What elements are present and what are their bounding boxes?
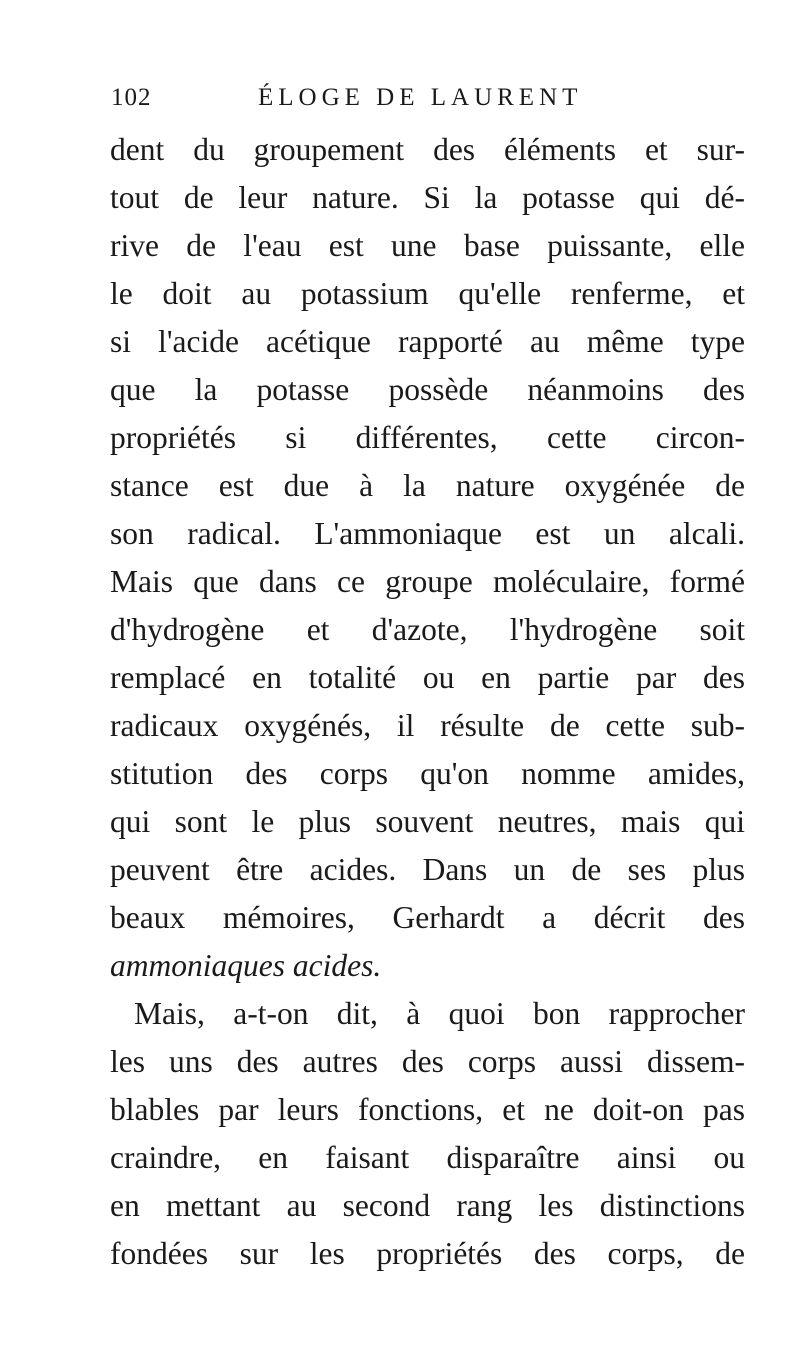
text-line: fondées sur les propriétés des corps, de	[110, 1236, 745, 1271]
text-line: radicaux oxygénés, il résulte de cette sub-	[110, 708, 745, 743]
text-line: rive de l'eau est une base puissante, elle	[110, 228, 745, 263]
text-line: dent du groupement des éléments et sur-	[110, 132, 745, 167]
body-text	[110, 126, 745, 1278]
text-line: qui sont le plus souvent neutres, mais qui	[110, 804, 745, 839]
text-line: blables par leurs fonctions, et ne doit-on pas	[110, 1092, 745, 1127]
text-line: Mais que dans ce groupe moléculaire, formé	[110, 564, 745, 599]
running-head: ÉLOGE DE LAURENT	[258, 84, 583, 111]
text-line: en mettant au second rang les distinctions	[110, 1188, 745, 1223]
text-line: beaux mémoires, Gerhardt a décrit des	[110, 900, 745, 935]
text-line: son radical. L'ammoniaque est un alcali.	[110, 516, 745, 551]
text-line: craindre, en faisant disparaître ainsi ou	[110, 1140, 745, 1175]
text-line: que la potasse possède néanmoins des	[110, 372, 745, 407]
text-line: propriétés si différentes, cette circon-	[110, 420, 745, 455]
italic-text-line: ammoniaques acides.	[110, 948, 382, 983]
text-line: si l'acide acétique rapporté au même type	[110, 324, 745, 359]
paragraph-first-line: Mais, a-t-on dit, à quoi bon rapprocher	[134, 996, 745, 1031]
text-line: remplacé en totalité ou en partie par des	[110, 660, 745, 695]
text-line: stitution des corps qu'on nomme amides,	[110, 756, 745, 791]
text-line: d'hydrogène et d'azote, l'hydrogène soit	[110, 612, 745, 647]
text-line: tout de leur nature. Si la potasse qui dé-	[110, 180, 745, 215]
page-number: 102	[111, 84, 152, 111]
text-line: stance est due à la nature oxygénée de	[110, 468, 745, 503]
text-line: le doit au potassium qu'elle renferme, et	[110, 276, 745, 311]
text-line: les uns des autres des corps aussi dissem-	[110, 1044, 745, 1079]
text-line: peuvent être acides. Dans un de ses plus	[110, 852, 745, 887]
